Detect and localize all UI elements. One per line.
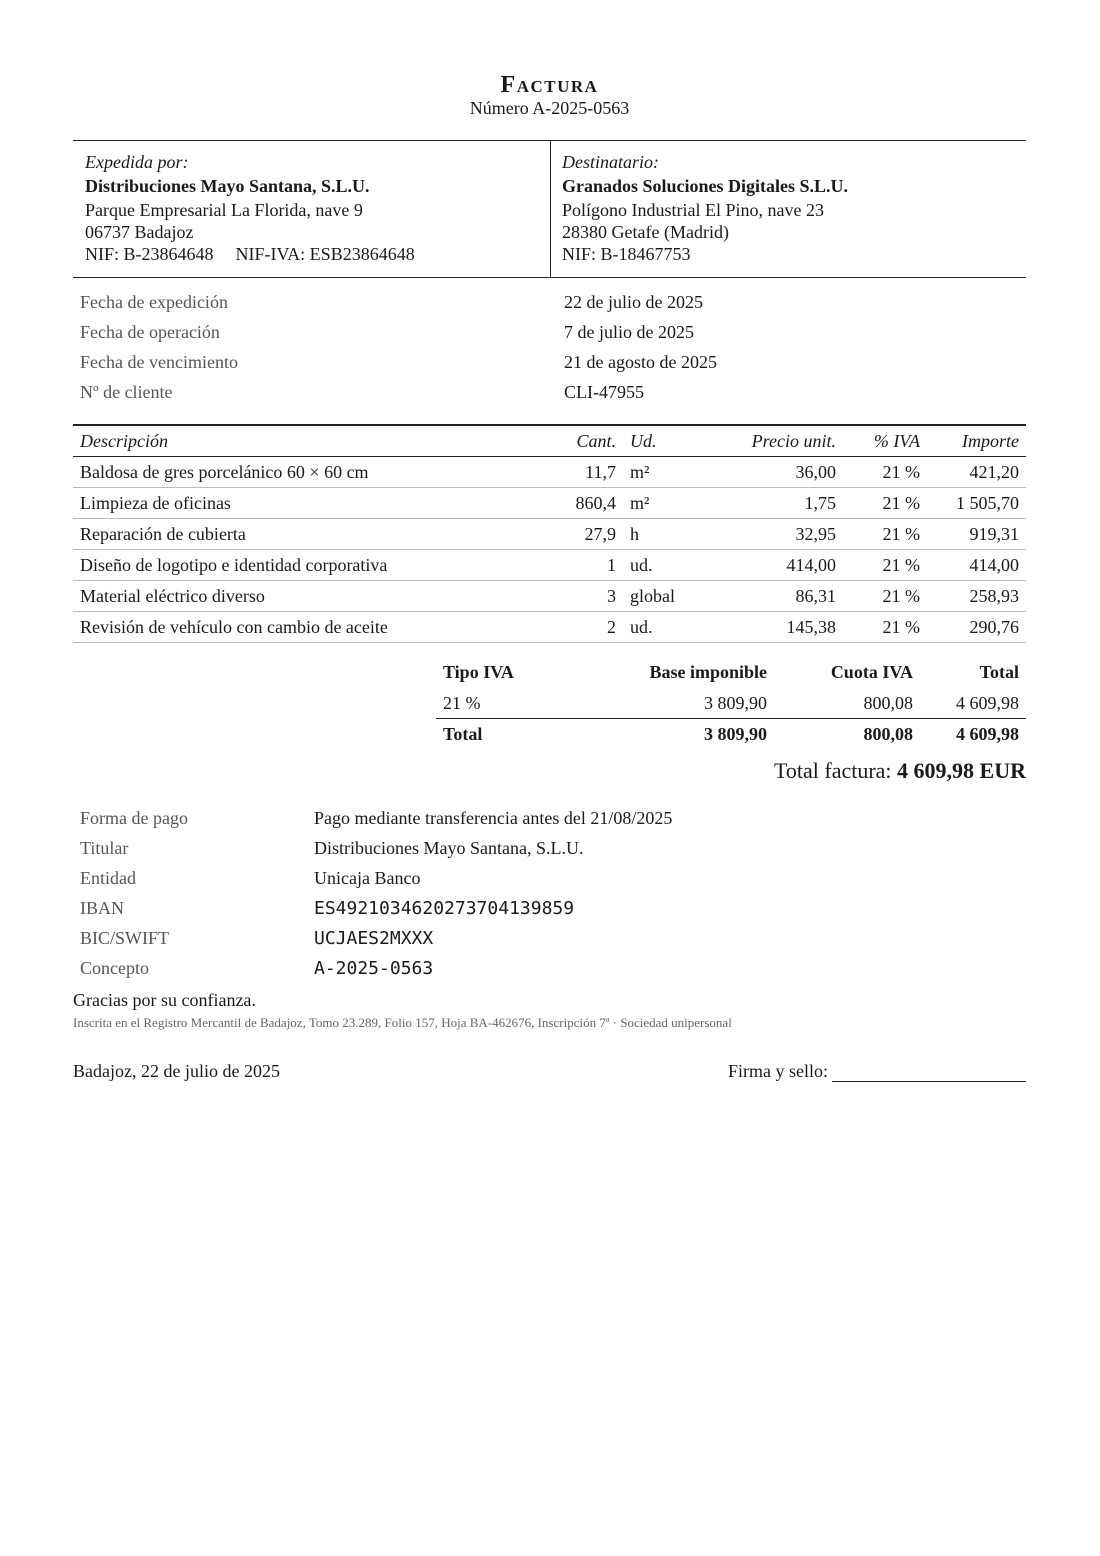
- account-holder: Distribuciones Mayo Santana, S.L.U.: [314, 838, 584, 858]
- item-vat: 21 %: [843, 581, 927, 612]
- vat-totals-label: Total: [436, 719, 600, 750]
- recipient-address-2: 28380 Getafe (Madrid): [562, 222, 729, 242]
- date-label: Fecha de expedición: [80, 292, 228, 312]
- invoice-number: Número A-2025-0563: [469, 98, 630, 118]
- table-row: [73, 612, 1026, 643]
- vat-col-base: Base imponible: [649, 661, 767, 682]
- table-row: [73, 581, 1026, 612]
- payment-section: [73, 808, 1026, 988]
- item-quantity: 11,7: [549, 457, 623, 488]
- recipient-block: [562, 151, 848, 265]
- vat-summary-table: [436, 656, 1026, 749]
- payment-method-label: Forma de pago: [80, 808, 188, 828]
- item-quantity: 860,4: [549, 488, 623, 519]
- item-description: Baldosa de gres porcelánico 60 × 60 cm: [73, 457, 549, 488]
- item-quantity: 2: [549, 612, 623, 643]
- issuer-name: Distribuciones Mayo Santana, S.L.U.: [85, 176, 370, 196]
- item-unit-price: 1,75: [699, 488, 843, 519]
- col-unit-price: Precio unit.: [699, 425, 843, 457]
- date-label: Fecha de operación: [80, 322, 220, 342]
- vat-header-row: [436, 656, 1026, 688]
- parties-box: [73, 140, 1026, 278]
- bank-name: Unicaja Banco: [314, 868, 421, 888]
- date-label: Fecha de vencimiento: [80, 352, 238, 372]
- item-amount: 421,20: [927, 457, 1026, 488]
- vat-col-quota: Cuota IVA: [830, 661, 913, 682]
- payment-method: Pago mediante transferencia antes del 21/08/2025: [314, 808, 673, 828]
- col-amount: Importe: [927, 425, 1026, 457]
- recipient-label: Destinatario:: [562, 152, 659, 172]
- recipient-nif: NIF: B-18467753: [562, 244, 691, 264]
- issuer-tax-ids: [85, 243, 415, 265]
- item-unit-price: 86,31: [699, 581, 843, 612]
- item-vat: 21 %: [843, 488, 927, 519]
- iban-value: ES4921034620273704139859: [314, 898, 575, 919]
- item-unit: m²: [623, 457, 699, 488]
- account-holder-label: Titular: [80, 838, 129, 858]
- table-row: [73, 457, 1026, 488]
- registry-note: Inscrita en el Registro Mercantil de Badajoz, Tomo 23.289, Folio 157, Hoja BA-462676, Inscripción 7ª · Sociedad unipersonal: [73, 1015, 732, 1030]
- recipient-address-1: Polígono Industrial El Pino, nave 23: [562, 200, 824, 220]
- payment-row: [73, 928, 1026, 958]
- recipient-name: Granados Soluciones Digitales S.L.U.: [562, 176, 849, 196]
- date-value: 7 de julio de 2025: [564, 322, 694, 342]
- item-vat: 21 %: [843, 519, 927, 550]
- vat-totals-row: [436, 719, 1026, 750]
- issuer-nif: NIF: B-23864648: [85, 244, 214, 264]
- vat-totals-base: 3 809,90: [600, 719, 774, 750]
- date-row: [73, 322, 1026, 352]
- item-unit: h: [623, 519, 699, 550]
- item-unit: ud.: [623, 612, 699, 643]
- vat-col-total: Total: [979, 661, 1019, 682]
- item-description: Revisión de vehículo con cambio de aceite: [73, 612, 549, 643]
- vat-totals-total: 4 609,98: [920, 719, 1026, 750]
- bank-label: Entidad: [80, 868, 136, 888]
- item-unit: ud.: [623, 550, 699, 581]
- client-number-value: CLI-47955: [564, 382, 644, 402]
- signature-area: [728, 1061, 1026, 1082]
- item-description: Reparación de cubierta: [73, 519, 549, 550]
- vat-type: 21 %: [443, 692, 481, 713]
- grand-total-value: 4 609,98 EUR: [897, 758, 1026, 783]
- date-value: 22 de julio de 2025: [564, 292, 703, 312]
- col-vat: % IVA: [843, 425, 927, 457]
- parties-divider: [550, 141, 551, 277]
- table-row: [73, 519, 1026, 550]
- col-description: Descripción: [73, 425, 549, 457]
- payment-row: [73, 808, 1026, 838]
- item-vat: 21 %: [843, 612, 927, 643]
- item-vat: 21 %: [843, 550, 927, 581]
- payment-row: [73, 868, 1026, 898]
- grand-total-label: Total factura:: [773, 758, 892, 783]
- issuer-block: [85, 151, 415, 265]
- items-table: [73, 424, 1026, 643]
- vat-col-type: Tipo IVA: [443, 661, 514, 682]
- item-quantity: 3: [549, 581, 623, 612]
- signature-label: Firma y sello:: [728, 1061, 828, 1081]
- item-description: Material eléctrico diverso: [73, 581, 549, 612]
- table-row: [73, 488, 1026, 519]
- bic-value: UCJAES2MXXX: [314, 928, 434, 949]
- dates-section: [73, 292, 1026, 412]
- item-quantity: 27,9: [549, 519, 623, 550]
- vat-totals-quota: 800,08: [774, 719, 920, 750]
- signature-line: [832, 1061, 1026, 1082]
- col-unit: Ud.: [623, 425, 699, 457]
- issuer-label: Expedida por:: [85, 152, 189, 172]
- item-amount: 919,31: [927, 519, 1026, 550]
- place-date: Badajoz, 22 de julio de 2025: [73, 1061, 280, 1081]
- item-unit: global: [623, 581, 699, 612]
- date-value: 21 de agosto de 2025: [564, 352, 717, 372]
- vat-quota: 800,08: [863, 692, 913, 713]
- invoice-title: Factura: [500, 72, 599, 98]
- date-row: [73, 352, 1026, 382]
- vat-row: [436, 688, 1026, 719]
- vat-base: 3 809,90: [704, 692, 767, 713]
- item-unit-price: 414,00: [699, 550, 843, 581]
- item-unit: m²: [623, 488, 699, 519]
- items-header-row: [73, 425, 1026, 457]
- item-description: Limpieza de oficinas: [73, 488, 549, 519]
- item-amount: 414,00: [927, 550, 1026, 581]
- col-quantity: Cant.: [549, 425, 623, 457]
- issuer-nif-iva: NIF-IVA: ESB23864648: [235, 244, 415, 264]
- item-amount: 290,76: [927, 612, 1026, 643]
- issuer-address-1: Parque Empresarial La Florida, nave 9: [85, 200, 363, 220]
- client-number-label: Nº de cliente: [80, 382, 173, 402]
- bic-label: BIC/SWIFT: [80, 928, 170, 948]
- item-unit-price: 36,00: [699, 457, 843, 488]
- concept-label: Concepto: [80, 958, 149, 978]
- payment-row: [73, 958, 1026, 988]
- item-amount: 258,93: [927, 581, 1026, 612]
- payment-row: [73, 838, 1026, 868]
- item-unit-price: 32,95: [699, 519, 843, 550]
- item-description: Diseño de logotipo e identidad corporativa: [73, 550, 549, 581]
- table-row: [73, 550, 1026, 581]
- vat-total: 4 609,98: [956, 692, 1019, 713]
- item-amount: 1 505,70: [927, 488, 1026, 519]
- iban-label: IBAN: [80, 898, 124, 918]
- issuer-address-2: 06737 Badajoz: [85, 222, 194, 242]
- item-unit-price: 145,38: [699, 612, 843, 643]
- thanks-note: Gracias por su confianza.: [73, 990, 256, 1010]
- item-quantity: 1: [549, 550, 623, 581]
- invoice-grand-total: [774, 758, 1026, 784]
- concept-value: A-2025-0563: [314, 958, 434, 979]
- date-row: [73, 292, 1026, 322]
- item-vat: 21 %: [843, 457, 927, 488]
- date-row: [73, 382, 1026, 412]
- payment-row: [73, 898, 1026, 928]
